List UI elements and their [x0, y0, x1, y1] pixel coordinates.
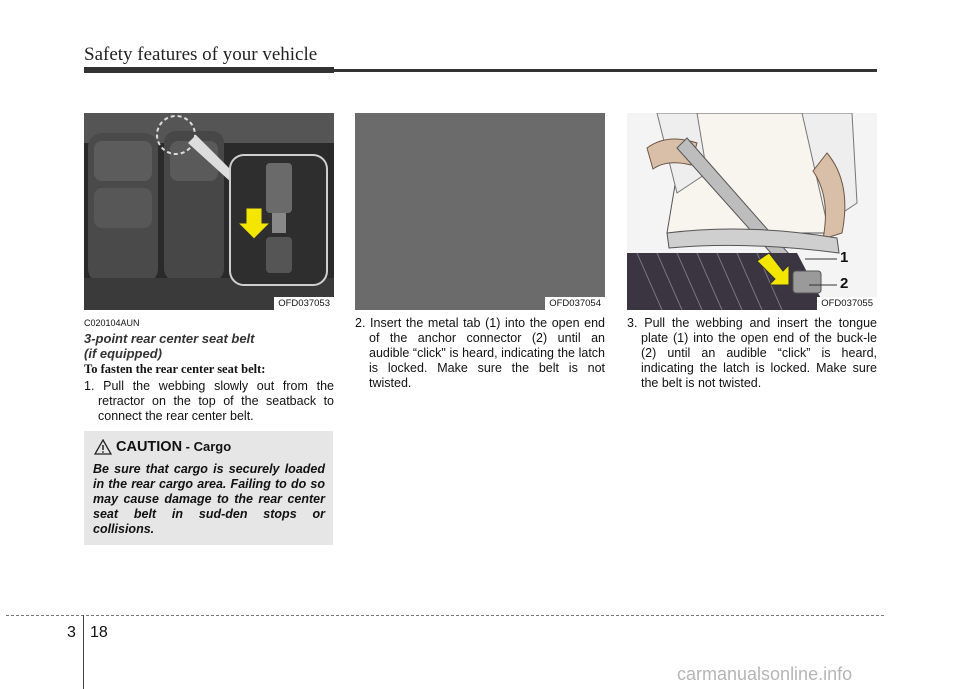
footer-dashed-rule	[6, 615, 884, 616]
section-title-line2: (if equipped)	[84, 346, 162, 361]
figure-code: OFD037054	[545, 297, 605, 310]
instruction-step-1: 1. Pull the webbing slowly out from the retractor on the top of the seatback to connect the rear center belt.	[84, 379, 334, 423]
seatback-illustration	[84, 113, 334, 310]
caution-label: CAUTION	[116, 439, 183, 455]
figure-code: OFD037055	[817, 297, 877, 310]
section-title-line1: 3-point rear center seat belt	[84, 331, 255, 346]
instruction-step-2: 2. Insert the metal tab (1) into the open end of the anchor connector (2) until an audible “click" is heard, indicating the latch is locked. Make sure the belt is not twisted.	[355, 316, 605, 390]
callout-label: 1	[840, 249, 849, 266]
watermark: carmanualsonline.info	[677, 664, 853, 684]
section-title	[84, 331, 334, 361]
caution-text: Be sure that cargo is securely loaded in the rear cargo area. Failing to do so may cause damage to the rear center seat belt in sud-den stops or collisions.	[93, 462, 325, 536]
caution-box	[84, 431, 333, 545]
caution-sublabel: - Cargo	[182, 439, 232, 454]
footer-divider	[83, 615, 84, 689]
figure-code: OFD037053	[274, 297, 334, 310]
callout-label: 2	[840, 275, 849, 292]
figure-anchor-connector	[355, 113, 605, 310]
footer-page-number: 18	[90, 624, 108, 641]
section-subheading: To fasten the rear center seat belt:	[84, 362, 266, 376]
page-header-title: Safety features of your vehicle	[84, 44, 318, 65]
footer-section-number: 3	[67, 624, 76, 641]
figure-buckle-insert	[627, 113, 877, 310]
document-code: C020104AUN	[84, 318, 140, 328]
caution-heading	[96, 439, 231, 455]
figure-seatback-retractor	[84, 113, 334, 310]
header-rule	[84, 69, 877, 72]
instruction-step-3: 3. Pull the webbing and insert the tongue plate (1) into the open end of the buck-le (2) until an audible “click” is heard, indicating the latch is locked. Make sure the belt is not twisted.	[627, 316, 877, 390]
warning-triangle-icon	[94, 439, 112, 455]
